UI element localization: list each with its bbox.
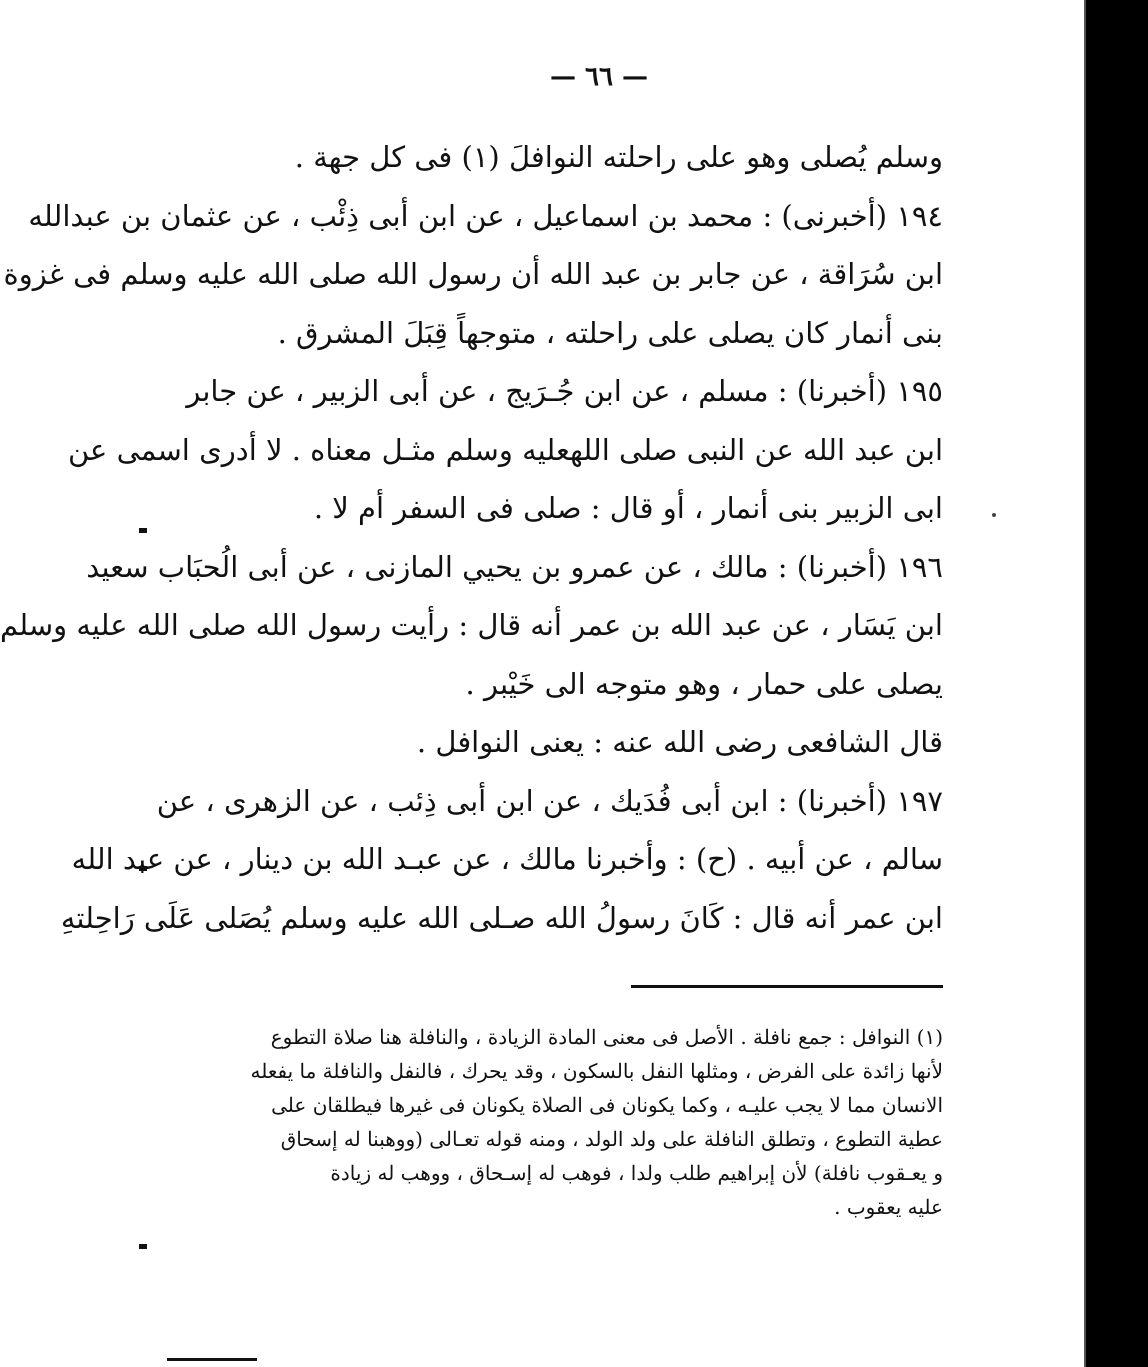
body-text — [0, 128, 943, 947]
footnote-line: لأنها زائدة على الفرض ، ومثلها النفل بالسكون ، وقد يحرك ، فالنفل والنافلة ما يفعله — [250, 1059, 943, 1083]
footnote-line: و يعـقوب نافلة) لأن إبراهيم طلب ولدا ، فوهب له إسـحاق ، ووهب له زيادة — [330, 1161, 943, 1185]
footnotes — [239, 1020, 943, 1224]
text-line: سالم ، عن أبيه . (ح) : وأخبرنا مالك ، عن عبـد الله بن دينار ، عن عبد الله — [71, 842, 943, 876]
footnote-line: عليه يعقوب . — [834, 1195, 943, 1219]
text-line: ابن عمر أنه قال : كَانَ رسولُ الله صـلى الله عليه وسلم يُصَلى عَلَى رَاحِلتهِ — [60, 900, 943, 935]
footnote-line: (١) النوافل : جمع نافلة . الأصل فى معنى المادة الزيادة ، والنافلة هنا صلاة التطوع — [270, 1025, 943, 1049]
footnote-divider — [631, 985, 943, 988]
hadith-196-line: ١٩٦ (أخبرنا) : مالك ، عن عمرو بن يحيي المازنى ، عن أبى الُحبَاب سعيد — [86, 549, 943, 584]
text-line: وسلم يُصلى وهو على راحلته النوافلَ (١) فى كل جهة . — [294, 140, 943, 174]
text-line: يصلى على حمار ، وهو متوجه الى خَيْبر . — [465, 666, 943, 701]
shafii-comment-line: قال الشافعى رضى الله عنه : يعنى النوافل . — [416, 725, 943, 759]
scan-margin-line — [1084, 0, 1086, 1367]
hadith-197-line: ١٩٧ (أخبرنا) : ابن أبى فُدَيك ، عن ابن أبى ذِئب ، عن الزهرى ، عن — [156, 783, 943, 818]
text-line: ابى الزبير بنى أنمار ، أو قال : صلى فى السفر أم لا . — [313, 491, 943, 525]
footnote-line: الانسان مما لا يجب عليـه ، وكما يكونان فى الصلاة يكونان فى غيرها فيطلقان على — [271, 1093, 943, 1117]
text-line: ابن عبد الله عن النبى صلى اللهعليه وسلم مثـل معناه . لا أدرى اسمى عن — [67, 432, 943, 467]
page-number: — ٦٦ — — [549, 62, 649, 92]
footnote-line: عطية التطوع ، وتطلق النافلة على ولد الولد ، ومنه قوله تعـالى (ووهبنا له إسحاق — [280, 1127, 943, 1151]
text-line: ابن سُرَاقة ، عن جابر بن عبد الله أن رسول الله صلى الله عليه وسلم فى غزوة — [3, 257, 943, 291]
scan-speck — [992, 513, 996, 517]
scan-dark-edge — [1086, 0, 1148, 1367]
hadith-194-line: ١٩٤ (أخبرنى) : محمد بن اسماعيل ، عن ابن أبى ذِئْب ، عن عثمان بن عبدالله — [28, 198, 943, 233]
text-line: ابن يَسَار ، عن عبد الله بن عمر أنه قال : رأيت رسول الله صلى الله عليه وسلم — [0, 608, 943, 642]
hadith-195-line: ١٩٥ (أخبرنا) : مسلم ، عن ابن جُـرَيج ، عن أبى الزبير ، عن جابر — [186, 374, 943, 408]
text-line: بنى أنمار كان يصلى على راحلته ، متوجهاً قِبَلَ المشرق . — [277, 315, 943, 350]
scan-mark — [139, 528, 147, 533]
scan-mark — [139, 1244, 147, 1249]
scan-bottom-line — [167, 1358, 257, 1361]
